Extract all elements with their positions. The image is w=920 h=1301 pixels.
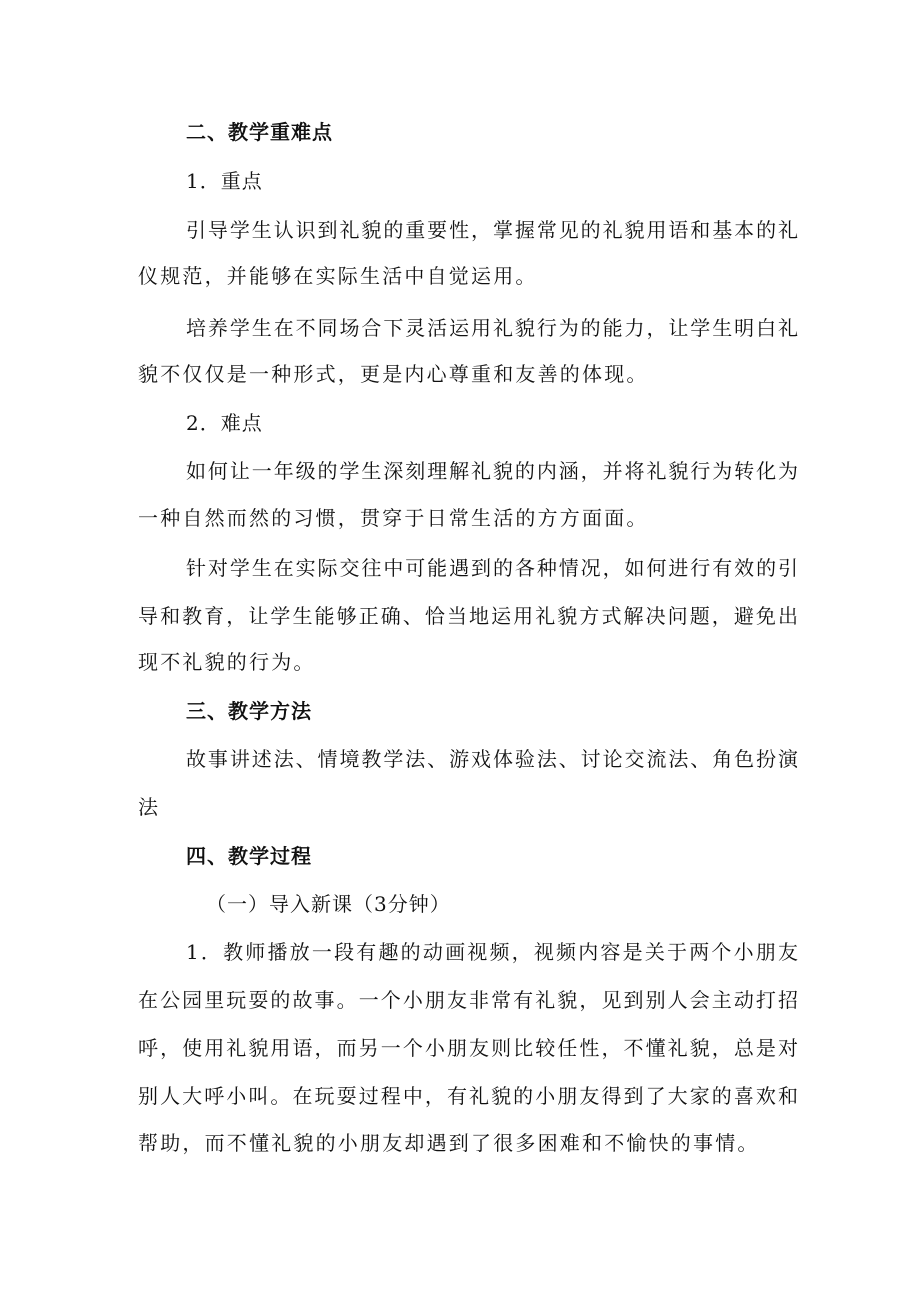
paragraph-line: 引导学生认识到礼貌的重要性，掌握常见的礼貌用语和基本的礼 bbox=[186, 218, 798, 242]
paragraph-line: 如何让一年级的学生深刻理解礼貌的内涵，并将礼貌行为转化为 bbox=[186, 459, 798, 483]
paragraph-line: 仪规范，并能够在实际生活中自觉运用。 bbox=[138, 264, 538, 288]
paragraph-line: 呼，使用礼貌用语，而另一个小朋友则比较任性，不懂礼貌，总是对 bbox=[138, 1036, 798, 1060]
section-heading-teaching-methods: 三、教学方法 bbox=[186, 699, 312, 723]
subheading-key-points: 1．重点 bbox=[186, 169, 263, 193]
subheading-difficult-points: 2．难点 bbox=[186, 411, 263, 435]
paragraph-line: 貌不仅仅是一种形式，更是内心尊重和友善的体现。 bbox=[138, 362, 649, 386]
section-heading-teaching-process: 四、教学过程 bbox=[186, 844, 312, 868]
paragraph-line: 培养学生在不同场合下灵活运用礼貌行为的能力，让学生明白礼 bbox=[186, 316, 798, 340]
paragraph-line: 导和教育，让学生能够正确、恰当地运用礼貌方式解决问题，避免出 bbox=[138, 604, 798, 628]
paragraph-line: 1．教师播放一段有趣的动画视频，视频内容是关于两个小朋友 bbox=[186, 940, 798, 964]
subheading-introduction: （一）导入新课（3分钟） bbox=[206, 892, 451, 916]
section-heading-key-difficult-points: 二、教学重难点 bbox=[186, 120, 333, 144]
paragraph-line: 现不礼貌的行为。 bbox=[138, 650, 316, 674]
paragraph-line: 针对学生在实际交往中可能遇到的各种情况，如何进行有效的引 bbox=[186, 556, 798, 580]
paragraph-line: 帮助，而不懂礼貌的小朋友却遇到了很多困难和不愉快的事情。 bbox=[138, 1131, 760, 1155]
paragraph-line: 法 bbox=[138, 795, 161, 819]
paragraph-line: 一种自然而然的习惯，贯穿于日常生活的方方面面。 bbox=[138, 506, 649, 530]
paragraph-line: 别人大呼小叫。在玩耍过程中，有礼貌的小朋友得到了大家的喜欢和 bbox=[138, 1084, 798, 1108]
paragraph-line: 在公园里玩耍的故事。一个小朋友非常有礼貌，见到别人会主动打招 bbox=[138, 988, 798, 1012]
paragraph-line: 故事讲述法、情境教学法、游戏体验法、讨论交流法、角色扮演 bbox=[186, 747, 798, 771]
